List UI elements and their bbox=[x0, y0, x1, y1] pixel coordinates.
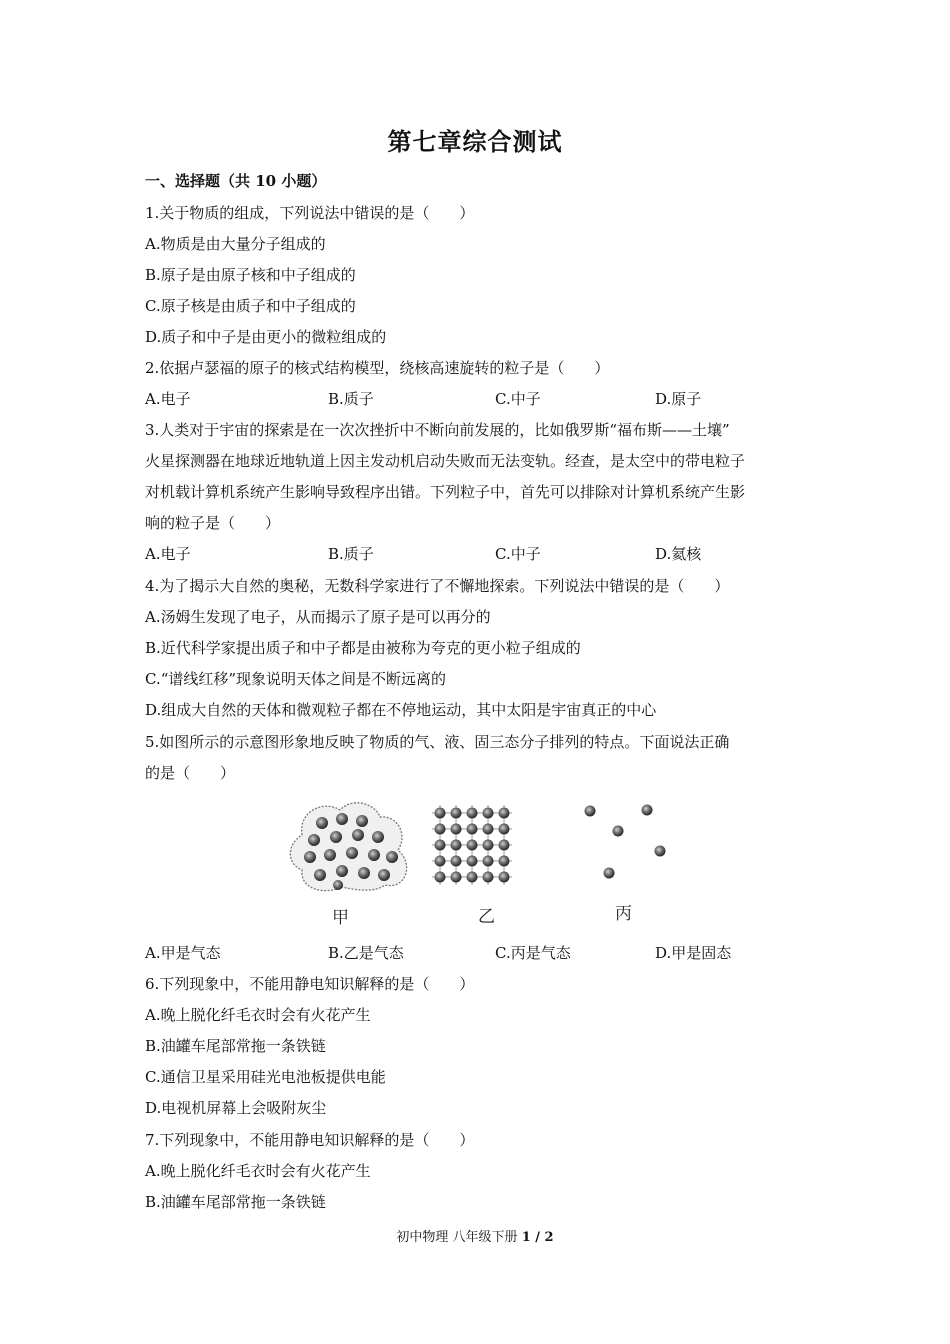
question-6-option-d: D.电视机屏幕上会吸附灰尘 bbox=[145, 1099, 327, 1117]
question-3-option-c: C.中子 bbox=[495, 545, 541, 563]
question-3-line-1: 3.人类对于宇宙的探索是在一次次挫折中不断向前发展的，比如俄罗斯“福布斯——土壤” bbox=[145, 421, 730, 439]
figure-label-jia: 甲 bbox=[332, 908, 349, 928]
question-2-option-d: D.原子 bbox=[655, 390, 702, 408]
states-of-matter-figure bbox=[280, 795, 680, 935]
question-1-option-a: A.物质是由大量分子组成的 bbox=[145, 235, 326, 253]
question-7-option-b: B.油罐车尾部常拖一条铁链 bbox=[145, 1193, 326, 1211]
question-4-option-a: A.汤姆生发现了电子，从而揭示了原子是可以再分的 bbox=[145, 608, 491, 626]
liquid-state-diagram bbox=[290, 803, 406, 891]
question-4: 4.为了揭示大自然的奥秘，无数科学家进行了不懈地探索。下列说法中错误的是（ ） bbox=[145, 577, 730, 595]
question-4-option-d: D.组成大自然的天体和微观粒子都在不停地运动，其中太阳是宇宙真正的中心 bbox=[145, 701, 657, 719]
footer-text: 初中物理 八年级下册 bbox=[396, 1230, 522, 1245]
question-2-option-b: B.质子 bbox=[328, 390, 374, 408]
question-7: 7.下列现象中，不能用静电知识解释的是（ ） bbox=[145, 1131, 475, 1149]
question-3-option-b: B.质子 bbox=[328, 545, 374, 563]
question-2-option-c: C.中子 bbox=[495, 390, 541, 408]
question-5-option-d: D.甲是固态 bbox=[655, 944, 732, 962]
question-3-line-3: 对机载计算机系统产生影响导致程序出错。下列粒子中，首先可以排除对计算机系统产生影 bbox=[145, 483, 746, 501]
question-1-option-b: B.原子是由原子核和中子组成的 bbox=[145, 266, 356, 284]
solid-state-diagram bbox=[432, 805, 512, 885]
page-footer bbox=[0, 1226, 950, 1245]
question-1-option-c: C.原子核是由质子和中子组成的 bbox=[145, 297, 356, 315]
question-4-option-b: B.近代科学家提出质子和中子都是由被称为夸克的更小粒子组成的 bbox=[145, 639, 581, 657]
page-number: 1 / 2 bbox=[521, 1230, 554, 1245]
question-6: 6.下列现象中，不能用静电知识解释的是（ ） bbox=[145, 975, 475, 993]
states-of-matter-diagram bbox=[280, 795, 680, 935]
question-6-option-a: A.晚上脱化纤毛衣时会有火花产生 bbox=[145, 1006, 371, 1024]
figure-label-yi: 乙 bbox=[478, 907, 495, 927]
question-4-option-c: C.“谱线红移”现象说明天体之间是不断远离的 bbox=[145, 670, 447, 688]
question-3-line-4: 响的粒子是（ ） bbox=[145, 514, 281, 532]
question-3-option-d: D.氦核 bbox=[655, 545, 702, 563]
question-5-option-b: B.乙是气态 bbox=[328, 944, 404, 962]
question-1-option-d: D.质子和中子是由更小的微粒组成的 bbox=[145, 328, 387, 346]
question-5-line-1: 5.如图所示的示意图形象地反映了物质的气、液、固三态分子排列的特点。下面说法正确 bbox=[145, 733, 730, 751]
page-title: 第七章综合测试 bbox=[387, 127, 563, 156]
question-3-line-2: 火星探测器在地球近地轨道上因主发动机启动失败而无法变轨。经查，是太空中的带电粒子 bbox=[145, 452, 746, 470]
question-6-option-c: C.通信卫星采用硅光电池板提供电能 bbox=[145, 1068, 386, 1086]
figure-label-bing: 丙 bbox=[615, 904, 632, 924]
question-5-line-2: 的是（ ） bbox=[145, 764, 236, 782]
question-5-option-a: A.甲是气态 bbox=[145, 944, 221, 962]
question-6-option-b: B.油罐车尾部常拖一条铁链 bbox=[145, 1037, 326, 1055]
question-5-option-c: C.丙是气态 bbox=[495, 944, 571, 962]
section-title: 一、选择题（共 10 小题） bbox=[145, 172, 327, 190]
question-3-option-a: A.电子 bbox=[145, 545, 191, 563]
question-2: 2.依据卢瑟福的原子的核式结构模型，绕核高速旋转的粒子是（ ） bbox=[145, 359, 610, 377]
question-7-option-a: A.晚上脱化纤毛衣时会有火花产生 bbox=[145, 1162, 371, 1180]
gas-state-diagram bbox=[585, 805, 666, 879]
question-1: 1.关于物质的组成，下列说法中错误的是（ ） bbox=[145, 204, 475, 222]
question-2-option-a: A.电子 bbox=[145, 390, 191, 408]
